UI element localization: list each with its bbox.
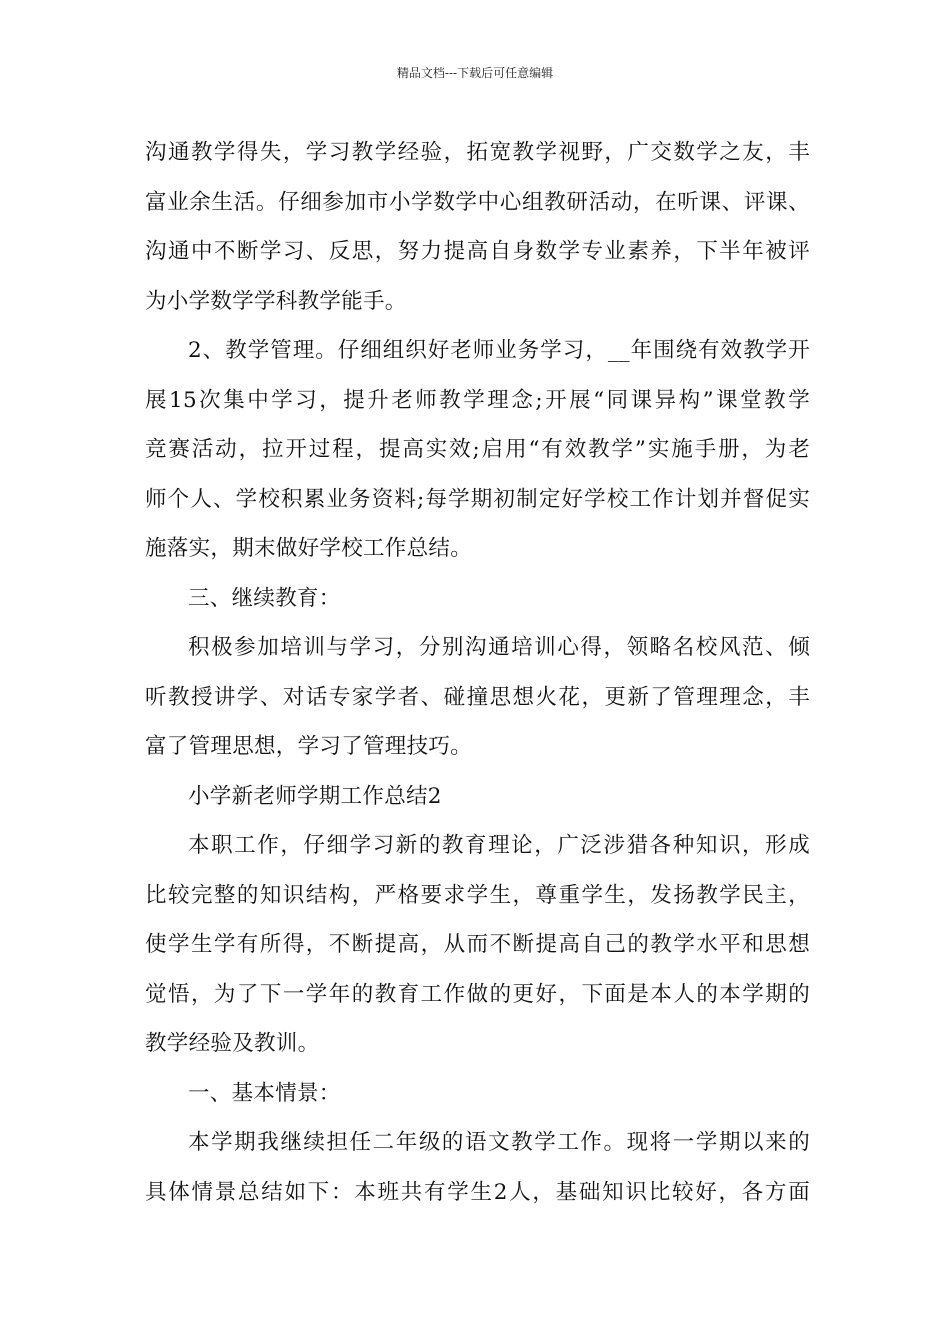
document-title: 小学新老师学期工作总结2 <box>188 783 442 809</box>
text-line: 具体情景总结如下：本班共有学生2人，基础知识比较好，各方面 <box>145 1179 810 1205</box>
section-heading: 三、继续教育： <box>188 585 341 611</box>
text-line: 为小学数学学科教学能手。 <box>145 288 407 314</box>
document-body <box>145 128 810 1217</box>
text-line: 竞赛活动，拉开过程，提高实效;启用“有效教学”实施手册，为老 <box>145 437 810 462</box>
text-line: 师个人、学校积累业务资料;每学期初制定好学校工作计划并督促实 <box>145 486 810 512</box>
text-line: 本职工作，仔细学习新的教育理论，广泛涉猎各种知识，形成 <box>188 833 810 858</box>
text-line: 沟通教学得失，学习教学经验，拓宽教学视野，广交数学之友，丰 <box>145 140 810 165</box>
text-line: 听教授讲学、对话专家学者、碰撞思想火花，更新了管理理念，丰 <box>145 684 810 710</box>
text-line: 沟通中不断学习、反思，努力提高自身数学专业素养，下半年被评 <box>145 239 810 264</box>
text-line: 本学期我继续担任二年级的语文教学工作。现将一学期以来的 <box>188 1130 810 1155</box>
text-line: 教学经验及教训。 <box>145 1031 320 1056</box>
text-line: 积极参加培训与学习，分别沟通培训心得，领略名校风范、倾 <box>188 635 810 660</box>
text-line: 富业余生活。仔细参加市小学数学中心组教研活动，在听课、评课、 <box>145 189 810 215</box>
text-line: 2、教学管理。仔细组织好老师业务学习，__年围绕有效教学开 <box>188 338 810 363</box>
text-line: 施落实，期末做好学校工作总结。 <box>145 536 473 561</box>
section-heading: 一、基本情景： <box>188 1080 341 1106</box>
text-line: 使学生学有所得，不断提高，从而不断提高自己的教学水平和思想 <box>145 932 810 957</box>
text-line: 觉悟，为了下一学年的教育工作做的更好，下面是本人的本学期的 <box>145 981 810 1007</box>
page-header: 精品文档---下载后可任意编辑 <box>396 66 554 80</box>
text-line: 富了管理思想，学习了管理技巧。 <box>145 734 473 759</box>
text-line: 比较完整的知识结构，严格要求学生，尊重学生，发扬教学民主， <box>145 882 810 908</box>
text-line: 展15次集中学习，提升老师教学理念;开展“同课异构”课堂教学 <box>145 387 810 413</box>
